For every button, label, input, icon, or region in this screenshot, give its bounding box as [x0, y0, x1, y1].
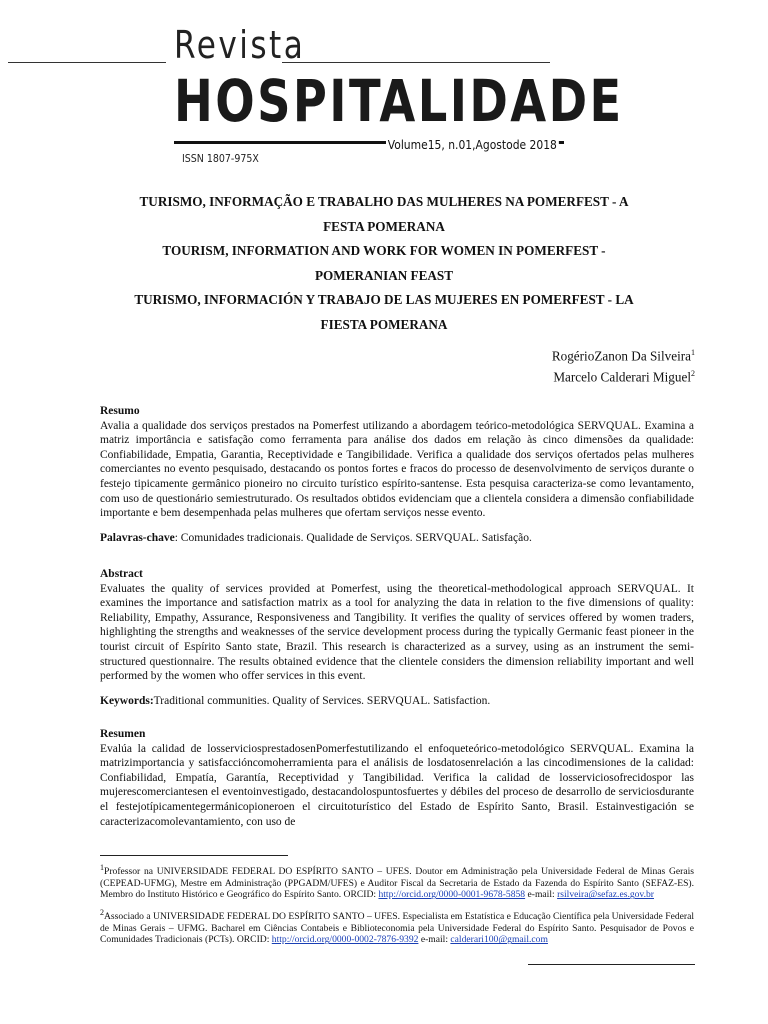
title-es-line1: TURISMO, INFORMACIÓN Y TRABAJO DE LAS MUJERES EN POMERFEST - LA	[134, 292, 634, 307]
journal-name-main: HOSPITALIDADE	[174, 67, 624, 135]
resumen-section	[100, 727, 694, 829]
paper-titles	[60, 190, 708, 337]
author-2-ref: 2	[691, 369, 695, 379]
footnote-1-text: Professor na UNIVERSIDADE FEDERAL DO ESPÍRITO SANTO – UFES. Doutor em Administração pela Universidade Federal de Minas Gerais (CEPEAD-UFMG), Mestre em Administração (PPGADM/UFES) e Auditor Fiscal da Secretaria de Estado da Fazenda do Espírito Santo (SEFAZ-ES). Membro do Instituto Histórico e Geográfico do Espírito Santo. ORCID:	[100, 866, 694, 901]
author-2-name: Marcelo Calderari Miguel	[553, 369, 691, 385]
journal-name-top: Revista	[174, 23, 306, 67]
author-1-name: RogérioZanon Da Silveira	[551, 348, 691, 364]
author-1-ref: 1	[691, 348, 695, 357]
resumo-keywords-label: Palavras-chave	[100, 531, 175, 544]
title-es-line2: FIESTA POMERANA	[320, 316, 448, 332]
journal-issn: ISSN 1807-975X	[182, 153, 259, 165]
footnote-2-orcid-link[interactable]: http://orcid.org/0000-0002-7876-9392	[271, 934, 419, 946]
footnote-2-ref: 2	[100, 908, 104, 917]
abstract-keywords	[100, 694, 694, 709]
resumo-keywords	[100, 531, 694, 546]
footnote-1-ref: 1	[100, 863, 104, 872]
footnote-1-email-label: e-mail:	[525, 889, 558, 901]
author-list	[552, 344, 695, 387]
abstract-keywords-label: Keywords:	[100, 694, 154, 707]
resumo-text: Avalia a qualidade dos serviços prestados na Pomerfest utilizando a abordagem teórico-metodológica SERVQUAL. Examina a matriz importância e satisfação como ferramenta para análise dos dados em relação às cinco dimensões da qualidade: Confiabilidade, Empatia, Garantia, Receptividade e Tangibilidade. Verifica a qualidade dos serviços ofertados pelas mulheres comerciantes no evento pesquisado, destacando os pontos fortes e fracos do processo de desenvolvimento de serviços durante o festejo tipicamente germânico pioneiro no circuito turístico espírito-santense. Esta pesquisa caracteriza-se como levantamento, com uso de questionário semiestruturado. Os resultados obtidos evidenciam que a clientela considera a dimensão confiabilidade importante e bem desempenhada pelas mulheres que ofertam serviços nesse evento.	[100, 419, 694, 520]
resumo-heading: Resumo	[100, 405, 140, 417]
footnote-1	[100, 862, 694, 901]
author-2	[552, 365, 695, 386]
resumo-section	[100, 404, 694, 545]
abstract-section	[100, 567, 694, 708]
footnote-1-orcid-link[interactable]: http://orcid.org/0000-0001-9678-5858	[378, 889, 526, 901]
journal-volume: Volume15, n.01,Agostode 2018	[387, 137, 557, 152]
page-end-rule	[528, 964, 695, 965]
footnote-1-email-link[interactable]: rsilveira@sefaz.es.gov.br	[557, 889, 654, 901]
title-en-line1: TOURISM, INFORMATION AND WORK FOR WOMEN IN POMERFEST -	[162, 243, 606, 258]
title-pt-line2: FESTA POMERANA	[323, 218, 445, 234]
resumen-text: Evalúa la calidad de losserviciosprestadosenPomerfestutilizando el enfoqueteórico-metodológico SERVQUAL. Examina la matrizimportancia y satisfaccióncomoherramienta para el análisis de losdatosenrelación a las cincodimensiones de la calidad: Confiabilidad, Empatía, Garantía, Receptividad y Tangibilidad. Verifica la calidad de losserviciosofrecidospor las mujerescomerciantesen el eventoinvestigado, destacandolospuntosfuertes y débiles del proceso de desarrollo de serviciosdurante el festejotípicamentegermánicopioneroen el circuitoturístico del Estado de Espírito Santo, Brasil. Estainvestigación se caracterizacomolevantamiento, con uso de	[100, 742, 694, 828]
footnote-2	[100, 907, 694, 946]
resumen-heading: Resumen	[100, 728, 146, 740]
header-rule-left	[8, 62, 166, 63]
resumo-keywords-text: : Comunidades tradicionais. Qualidade de Serviços. SERVQUAL. Satisfação.	[174, 531, 532, 544]
footnote-2-text: Associado a UNIVERSIDADE FEDERAL DO ESPÍRITO SANTO – UFES. Especialista em Estatística e Educação Científica pela Universidade Federal de Minas Gerais – UFMG. Bacharel em Ciências Contabeis e Biblioteconomia pela Universidade Federal do Espírito Santo. Pesquisador de Povos e Comunidades Tradicionais (PCTs). ORCID:	[100, 911, 694, 946]
abstract-heading: Abstract	[100, 568, 143, 580]
abstract-text: Evaluates the quality of services provided at Pomerfest, using the theoretical-methodological approach SERVQUAL. It examines the importance and satisfaction matrix as a tool for analyzing the data in relation to the five dimensions of quality: Reliability, Empathy, Assurance, Responsiveness and Tangibility. It verifies the quality of services offered by women traders, highlighting the strengths and weaknesses of the service development process during the typically Germanic feast pioneer in the tourist circuit of Espírito Santo state, Brazil. This research is characterized as a survey, using as an instrument the semi-structured questionnaire. The results obtained evidence that the clientele considers the dimension reliability important and well performed by the women who offer services in this event.	[100, 582, 694, 683]
header-rule-right	[282, 62, 550, 63]
footnote-rule	[100, 855, 288, 856]
abstract-keywords-text: Traditional communities. Quality of Services. SERVQUAL. Satisfaction.	[153, 694, 491, 707]
title-en-line2: POMERANIAN FEAST	[314, 267, 454, 283]
author-1	[552, 344, 695, 365]
footnote-2-email-link[interactable]: calderari100@gmail.com	[450, 934, 548, 946]
title-pt-line1: TURISMO, INFORMAÇÃO E TRABALHO DAS MULHERES NA POMERFEST - A	[139, 194, 629, 209]
footnote-2-email-label: e-mail:	[418, 934, 451, 946]
